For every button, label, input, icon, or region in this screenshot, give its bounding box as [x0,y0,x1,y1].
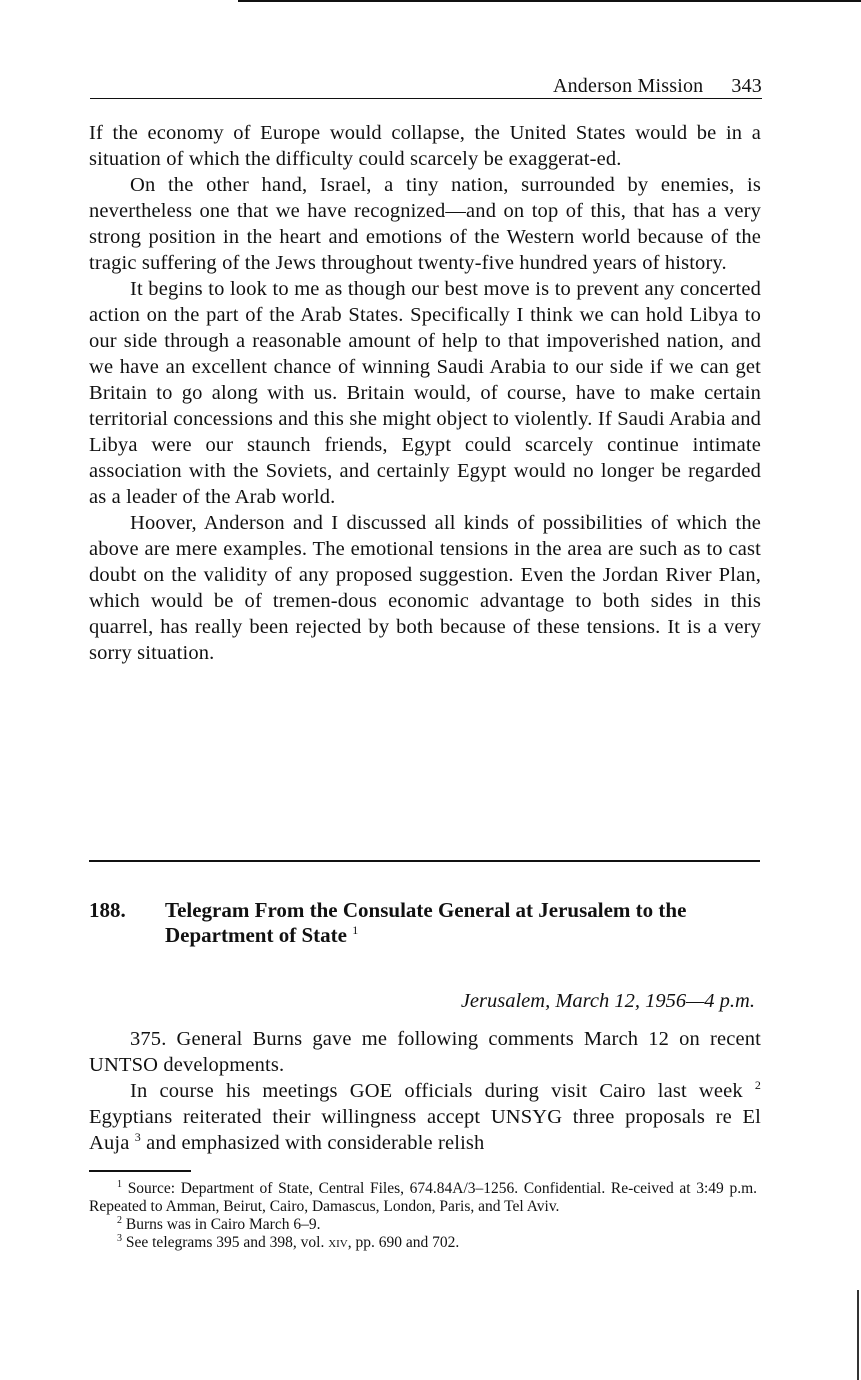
footnote-text: Source: Department of State, Central Files, 674.84A/3–1256. Confidential. Re-ceived at 3:49 p.m. Repeated to Amman, Beirut, Cairo, Damascus, London, Paris, and Tel Aviv. [89,1180,758,1215]
document-number: 188. [89,898,126,922]
footnote [89,1234,757,1252]
running-head-title: Anderson Mission [552,75,704,97]
paragraph-text: In course his meetings GOE officials during visit Cairo last week [130,1080,743,1102]
footnote [89,1180,757,1216]
paragraph-text: and emphasized with considerable relish [140,1132,485,1154]
footnote-text: Burns was in Cairo March 6–9. [125,1216,321,1233]
footnote-text: See telegrams 395 and 398, vol. [125,1234,329,1251]
footnote-ref[interactable]: 3 [134,1130,141,1144]
footnote-ref[interactable]: 1 [352,923,359,937]
paragraph: 375. General Burns gave me following comments March 12 on recent UNTSO developments. [89,1028,761,1076]
document-title-wrap [165,898,761,948]
footnote-mark: 2 [117,1215,122,1226]
footnote-rule [89,1170,191,1172]
footnote-ref[interactable]: 2 [754,1078,762,1092]
document-separator-rule [89,860,760,862]
paragraph: If the economy of Europe would collapse, the United States would be in a situation of which the difficulty could scarcely be exaggerat-ed. [89,122,761,170]
footnote-mark: 3 [117,1233,122,1244]
footnotes [89,1180,757,1252]
paragraph [89,1078,761,1156]
top-border-rule [238,0,861,2]
page-edge-line [857,1290,859,1380]
paragraph-text: Egyptians reiterated their willingness accept UNSYG three proposals re El Auja [89,1106,761,1154]
footnote [89,1216,757,1234]
running-head [90,74,762,99]
document-title: Telegram From the Consulate General at Jerusalem to the Department of State [165,898,687,947]
footnote-text: , pp. 690 and 702. [347,1234,460,1251]
paragraph: On the other hand, Israel, a tiny nation, surrounded by enemies, is nevertheless one that we have recognized—and on top of this, that has a very strong position in the heart and emotions of the Western world because of the tragic suffering of the Jews throughout twenty-five hundred years of history. [89,174,761,274]
volume-number: xiv [328,1234,348,1251]
memo-body [89,120,761,666]
paragraph: Hoover, Anderson and I discussed all kinds of possibilities of which the above are mere examples. The emotional tensions in the area are such as to cast doubt on the validity of any proposed suggestion. Even the Jordan River Plan, which would be of tremen-dous economic advantage to both sides in this quarrel, has really been rejected by both because of these tensions. It is a very sorry situation. [89,512,761,664]
page-number: 343 [731,75,762,97]
dateline: Jerusalem, March 12, 1956—4 p.m. [460,990,755,1012]
footnote-mark: 1 [117,1179,122,1190]
paragraph: It begins to look to me as though our best move is to prevent any concerted action on the part of the Arab States. Specifically I think we can hold Libya to our side through a reasonable amount of help to that impoverished nation, and we have an excellent chance of winning Saudi Arabia to our side if we can get Britain to go along with us. Britain would, of course, have to make certain territorial concessions and this she might object to violently. If Saudi Arabia and Libya were our staunch friends, Egypt could scarcely continue intimate association with the Soviets, and certainly Egypt would no longer be regarded as a leader of the Arab world. [89,278,761,508]
telegram-body [89,1026,761,1156]
